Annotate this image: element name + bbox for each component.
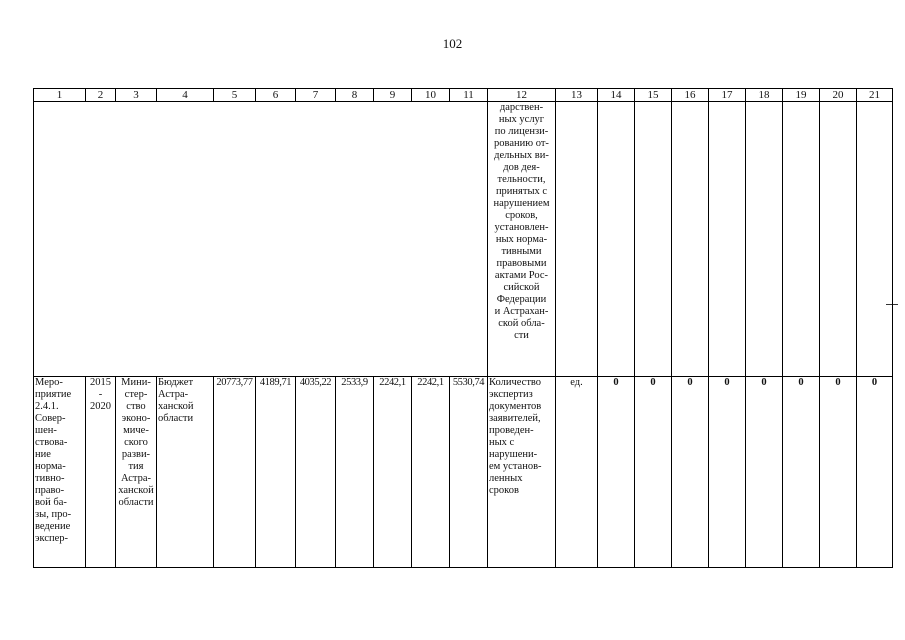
value-cell: 0 xyxy=(820,377,857,568)
col-number: 8 xyxy=(336,89,374,102)
empty-cell xyxy=(556,102,598,377)
event-cell: Меро- приятие 2.4.1. Совер- шен- ствова- ние норма- тивно- право- вой ба- зы, про- ведение экспер- xyxy=(34,377,86,568)
col-number: 20 xyxy=(820,89,857,102)
empty-merged-cell xyxy=(34,102,488,377)
empty-cell xyxy=(635,102,672,377)
value-cell: 0 xyxy=(783,377,820,568)
col-number: 4 xyxy=(157,89,214,102)
col-number: 21 xyxy=(857,89,893,102)
page-number: 102 xyxy=(442,36,463,51)
col-number: 12 xyxy=(488,89,556,102)
executor-cell: Мини- стер- ство эконо- миче- ского разви- тия Астра- ханской области xyxy=(116,377,157,568)
col-number: 6 xyxy=(256,89,296,102)
col-number: 15 xyxy=(635,89,672,102)
empty-cell xyxy=(857,102,893,377)
funding-source-cell: Бюджет Астра- ханской области xyxy=(157,377,214,568)
col-number: 1 xyxy=(34,89,86,102)
value-cell: 0 xyxy=(635,377,672,568)
col-number: 11 xyxy=(450,89,488,102)
amount-cell: 4189,71 xyxy=(256,377,296,568)
col-number: 10 xyxy=(412,89,450,102)
col-number: 17 xyxy=(709,89,746,102)
col-number: 7 xyxy=(296,89,336,102)
empty-cell xyxy=(783,102,820,377)
value-cell: 0 xyxy=(672,377,709,568)
amount-cell: 20773,77 xyxy=(214,377,256,568)
amount-cell: 2242,1 xyxy=(412,377,450,568)
empty-cell xyxy=(672,102,709,377)
empty-cell xyxy=(746,102,783,377)
program-table xyxy=(33,88,893,568)
amount-cell: 5530,74 xyxy=(450,377,488,568)
column-number-row xyxy=(34,89,893,102)
value-cell: 0 xyxy=(857,377,893,568)
amount-cell: 2242,1 xyxy=(374,377,412,568)
amount-cell: 2533,9 xyxy=(336,377,374,568)
col-number: 9 xyxy=(374,89,412,102)
indicator-cell: Количество экспертиз документов заявителей, проведен- ных с нарушени- ем установ- ленных сроков xyxy=(488,377,556,568)
col-number: 2 xyxy=(86,89,116,102)
table-row xyxy=(34,102,893,377)
years-cell: 2015 - 2020 xyxy=(86,377,116,568)
empty-cell xyxy=(709,102,746,377)
empty-cell xyxy=(598,102,635,377)
value-cell: 0 xyxy=(598,377,635,568)
value-cell: 0 xyxy=(746,377,783,568)
col-number: 16 xyxy=(672,89,709,102)
col-number: 19 xyxy=(783,89,820,102)
indicator-cell: дарствен- ных услуг по лицензи- рованию от- дельных ви- дов дея- тельности, принятых с нарушением сроков, установлен- ных норма- тивными правовыми актами Рос- сийской Федерации и Астрахан- ской обла- сти xyxy=(488,102,556,377)
col-number: 3 xyxy=(116,89,157,102)
unit-cell: ед. xyxy=(556,377,598,568)
col-number: 18 xyxy=(746,89,783,102)
col-number: 13 xyxy=(556,89,598,102)
amount-cell: 4035,22 xyxy=(296,377,336,568)
col-number: 14 xyxy=(598,89,635,102)
col-number: 5 xyxy=(214,89,256,102)
table-row xyxy=(34,377,893,568)
empty-cell xyxy=(820,102,857,377)
value-cell: 0 xyxy=(709,377,746,568)
